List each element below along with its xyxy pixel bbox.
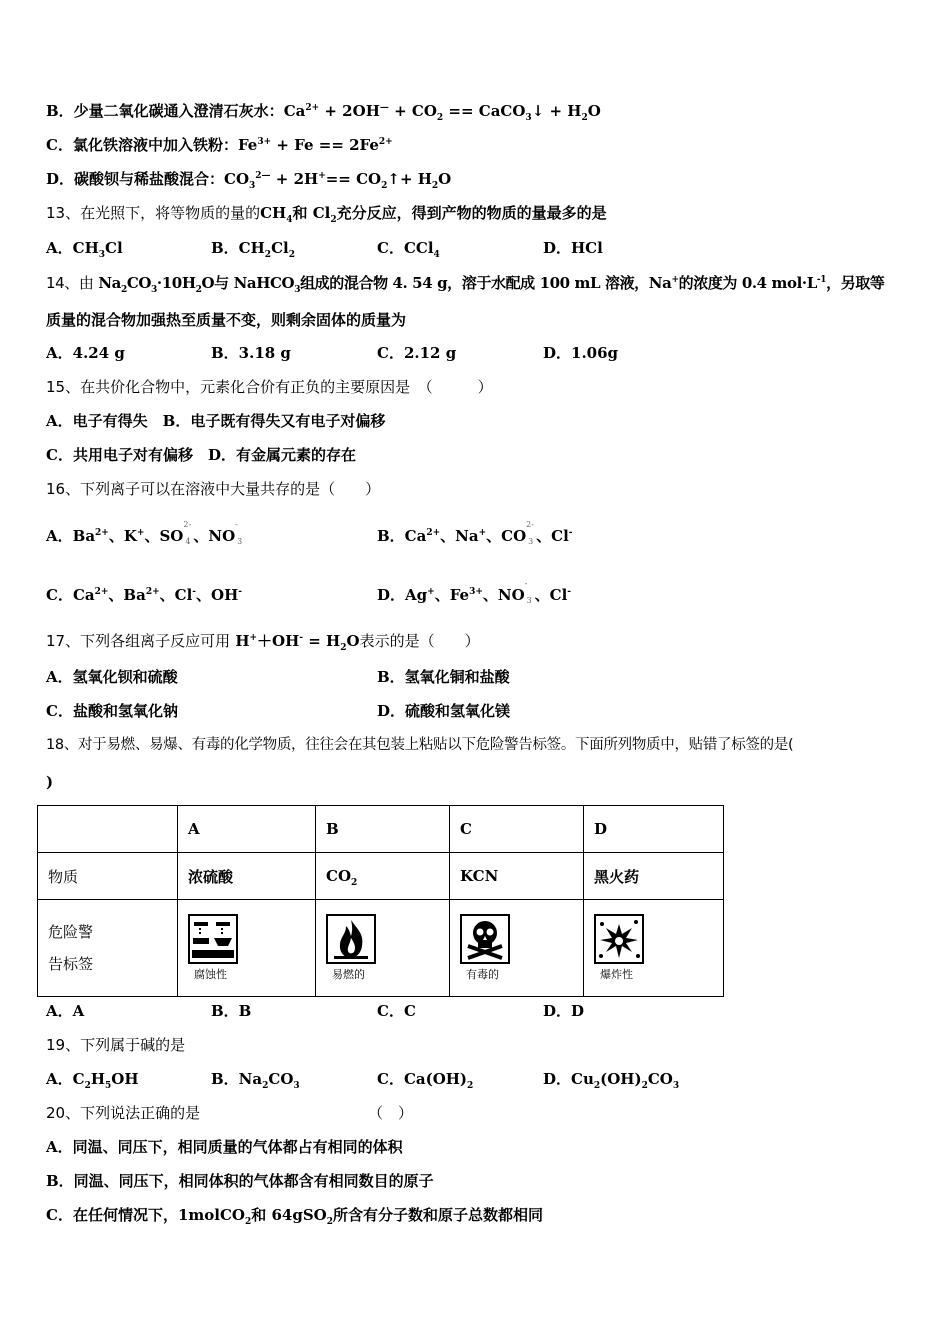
q15-stem [46,377,493,397]
formula: ·10H [156,274,196,292]
subscript: 4 [433,250,440,260]
subscript: 2 [351,878,358,888]
q18-option-a [46,1001,84,1021]
subscript: 2 [244,1217,252,1227]
question-text: 溶液， [604,274,649,292]
option-text: B．3.18 g [211,344,291,362]
formula: O [346,632,360,650]
question-text: 14、由 [46,274,94,292]
ion-charge-stack [524,579,535,606]
option-text: 、Cl [534,586,568,604]
option-text: A．C [46,1070,85,1088]
header-cell: A [188,820,200,838]
option-text: A．电子有得失 B．电子既有得失又有电子对偏移 [46,412,386,430]
subscript: 3 [672,1081,680,1091]
q14-stem-line1 [46,273,885,293]
subscript: 2 [262,1081,269,1091]
charge: + [318,171,326,181]
skull-icon-graphic [462,916,508,962]
option-text: A．4.24 g [46,344,125,362]
charge: 3+ [469,587,483,597]
subscript: 2 [326,1217,333,1227]
subscript: 3 [293,1081,300,1091]
table-cell [450,806,584,853]
option-text: C．Ca [46,586,95,604]
subscript: 3 [98,250,106,260]
subscript: 2 [436,113,444,123]
q18-option-d [543,1001,584,1021]
question-text: 17、下列各组离子反应可用 [46,632,231,650]
q19-option-a [46,1069,139,1089]
option-text: A．同温、同压下，相同质量的气体都占有相同的体积 [46,1138,403,1156]
subscript: 3 [525,113,532,123]
option-text: 、Ba [108,586,146,604]
option-text: D．Cu [543,1070,594,1088]
q13-option-d [543,238,603,258]
table-cell [38,853,178,900]
option-text: D．D [543,1002,585,1020]
formula: Na [648,274,672,292]
table-row-labels [38,900,724,997]
q14-option-c [377,343,456,363]
option-text: C．Ca(OH) [377,1070,468,1088]
subscript: 4 [185,537,191,546]
option-text: D．碳酸钡与稀盐酸混合： [46,170,225,188]
charge: + [478,528,487,538]
formula: H [230,632,250,650]
question-text: 组成的混合物 [300,274,388,292]
q15-options-cd [46,445,356,465]
charge: + [427,587,435,597]
corrosive-icon [188,914,238,964]
option-text: B．CH [211,239,265,257]
q20-stem [46,1103,200,1123]
row-label: 物质 [48,867,79,886]
option-text: 、Na [440,527,479,545]
charge: - [524,579,528,588]
subscript: 5 [105,1081,112,1091]
formula: CO [224,170,250,188]
q14-option-d [543,343,618,363]
formula: CO [126,274,152,292]
q14-option-b [211,343,291,363]
formula: CH [260,204,287,222]
ion-charge-stack [183,520,193,547]
subscript: 3 [249,181,256,191]
subscript: 2 [581,113,588,123]
corrosive-icon-graphic [190,916,236,962]
subscript: 4 [286,215,293,225]
subscript: 2 [120,285,127,295]
formula: Cl [307,204,331,222]
option-text: B．Ca [377,527,427,545]
charge: 2— [255,171,271,181]
quantity: 0.4 mol·L [737,274,817,292]
q20-option-a [46,1137,403,1157]
subscript: 3 [528,537,534,546]
q13-stem [46,203,607,223]
q19-option-c [377,1069,473,1089]
question-text: 18、对于易燃、易爆、有毒的化学物质，往往会在其包装上粘贴以下危险警告标签。下面所列物质中，贴错了标签的是( [46,737,794,753]
icon-caption: 爆炸性 [600,968,633,981]
formula: O [201,274,215,292]
charge: 2- [183,520,192,529]
subscript: 2 [593,1081,601,1091]
table-cell [584,806,724,853]
row-label: 危险警 [48,923,94,941]
formula: == CO [325,170,382,188]
subscript: 2 [641,1081,648,1091]
q16-stem [46,479,380,499]
question-text: ，另取等 [826,274,885,292]
option-text: C．氯化铁溶液中加入铁粉： [46,136,238,154]
subscript: 3 [237,537,243,546]
q18-stem [46,735,793,755]
q14-option-a [46,343,125,363]
charge: 2+ [95,528,109,538]
charge: - [238,587,243,597]
option-text: 和 [251,1206,267,1224]
charge: - [192,587,197,597]
option-text: D．硫酸和氢氧化镁 [377,702,511,720]
formula: == CaCO [443,102,526,120]
option-text: D．HCl [543,239,603,257]
subscript: 2 [431,181,439,191]
option-text: 、K [108,527,137,545]
charge: + [249,633,258,643]
table-cell [316,853,450,900]
table-cell [178,853,316,900]
q16-option-d [377,579,572,606]
formula: Fe [237,136,258,154]
option-text: 、Fe [434,586,470,604]
charge: 2- [526,520,534,529]
charge: 2+ [378,137,393,147]
subscript: 2 [467,1081,474,1091]
question-text: 16、下列离子可以在溶液中大量共存的是（ ） [46,480,381,498]
option-text: Cl [271,239,289,257]
option-text: 、NO [193,527,236,545]
option-text: H [90,1070,106,1088]
subscript: 3 [526,596,532,605]
q20-option-b [46,1171,434,1191]
substance-name: 黑火药 [594,867,640,886]
option-text: A．Ba [46,527,96,545]
charge: - [299,633,304,643]
q14-stem-line2 [46,310,406,330]
table-cell [450,853,584,900]
question-text: 15、在共价化合物中，元素化合价有正负的主要原因是 （ ） [46,378,493,396]
formula: Na [93,274,121,292]
subscript: 2 [340,643,347,653]
option-text: C．在任何情况下，1molCO [46,1206,245,1224]
formula: + CO [388,102,437,120]
charge: 2+ [426,528,441,538]
question-text: 和 [292,204,308,222]
ion-charge-stack [526,520,536,547]
formula: NaHCO [228,274,295,292]
option-text: 、Cl [159,586,193,604]
header-cell: D [594,820,608,838]
q17-option-a [46,667,178,687]
option-text: 所含有分子数和原子总数都相同 [333,1206,544,1224]
subscript: 2 [195,285,202,295]
charge: + [136,528,145,538]
option-text: A．CH [46,239,99,257]
question-text: 19、下列属于碱的是 [46,1036,186,1054]
question-text: 20、下列说法正确的是 [46,1104,201,1122]
option-text: B．B [211,1002,252,1020]
quantity: 4. 54 g [387,274,448,292]
q13-option-b [211,238,295,258]
question-text: ) [46,773,54,791]
option-text: 、CO [486,527,527,545]
subscript: 2 [330,215,337,225]
option-text: A．氢氧化钡和硫酸 [46,668,178,686]
option-text: C．盐酸和氢氧化钠 [46,702,178,720]
question-text: 表示的是（ ） [359,632,480,650]
row-label: 告标签 [48,955,94,973]
option-text: C．共用电子对有偏移 D．有金属元素的存在 [46,446,356,464]
substance-name: KCN [460,867,499,885]
option-text: B．氢氧化铜和盐酸 [377,668,510,686]
table-cell [584,900,724,997]
q16-option-a [46,520,245,547]
question-text: 13、在光照下，将等物质的量的 [46,204,261,222]
formula: + 2OH [319,102,380,120]
flame-icon-graphic [328,916,374,962]
question-text: ，溶于水配成 [447,274,535,292]
formula: + Fe == 2Fe [271,136,379,154]
quantity: 100 mL [534,274,605,292]
table-cell [450,900,584,997]
substance-name: CO [326,867,352,885]
ion-charge-stack [235,520,245,547]
icon-caption: 腐蚀性 [194,968,227,981]
option-text: C．2.12 g [377,344,457,362]
option-text: C．CCl [377,239,434,257]
option-text: A．A [46,1002,85,1020]
option-text: 64gSO [266,1206,327,1224]
table-cell [178,900,316,997]
exponent: -1 [816,275,827,285]
formula: = H [303,632,341,650]
option-text: D．Ag [377,586,428,604]
option-text: CO [647,1070,673,1088]
charge: 2+ [94,587,109,597]
subscript: 3 [151,285,157,295]
q16-option-b [377,520,573,547]
formula: O [587,102,601,120]
question-text: 充分反应，得到产物的物质的量最多的是 [336,204,607,222]
q18-option-b [211,1001,251,1021]
option-text: 、SO [144,527,184,545]
table-row-substance [38,853,724,900]
skull-icon [460,914,510,964]
q13-option-c [377,238,440,258]
q17-option-d [377,701,510,721]
option-text: Cl [105,239,123,257]
header-cell: B [326,820,339,838]
subscript: 3 [294,285,301,295]
q17-stem [46,631,480,651]
q20-option-c [46,1205,543,1225]
table-cell [584,853,724,900]
header-cell: C [460,820,472,838]
subscript: 2 [288,250,295,260]
table-cell [316,806,450,853]
q12-option-c [46,135,393,155]
charge: 3+ [257,137,272,147]
explosion-icon [594,914,644,964]
option-text: B．Na [211,1070,263,1088]
charge: - [568,528,573,538]
q16-option-c [46,585,242,605]
explosion-icon-graphic [596,916,642,962]
option-text: B．同温、同压下，相同体积的气体都含有相同数目的原子 [46,1172,434,1190]
table-header-row [38,806,724,853]
question-text: 的浓度为 [678,274,737,292]
q19-stem [46,1035,185,1055]
icon-caption: 有毒的 [466,968,499,981]
substance-name: 浓硫酸 [188,867,234,886]
answer-blank: （ ） [368,1104,414,1122]
option-text: C．C [377,1002,416,1020]
q17-option-b [377,667,510,687]
table-cell [38,900,178,997]
option-text: CO [268,1070,294,1088]
flame-icon [326,914,376,964]
q20-answer-paren [368,1103,413,1123]
option-text: OH [111,1070,139,1088]
hazard-label-table [37,805,724,997]
option-text: 、NO [482,586,525,604]
q12-option-b [46,101,601,121]
option-text: B．少量二氧化碳通入澄清石灰水： [46,102,284,120]
q15-options-ab [46,411,385,431]
formula: O [438,170,452,188]
q13-option-a [46,238,123,258]
option-text: 、OH [196,586,239,604]
option-text: (OH) [600,1070,642,1088]
q19-option-b [211,1069,300,1089]
q19-option-d [543,1069,679,1089]
q18-option-c [377,1001,416,1021]
option-text: 、Cl [536,527,569,545]
q17-option-c [46,701,178,721]
formula: ＋OH [257,632,300,650]
formula: + 2H [270,170,319,188]
charge: — [379,103,389,113]
q18-stem-cont [46,772,53,792]
icon-caption: 易燃的 [332,968,365,981]
option-text: D．1.06g [543,344,619,362]
formula: Ca [283,102,306,120]
charge: - [567,587,572,597]
formula: ↓ + H [531,102,582,120]
formula: ↑+ H [387,170,432,188]
subscript: 2 [84,1081,91,1091]
table-cell [178,806,316,853]
charge: + [671,275,679,285]
subscript: 2 [264,250,272,260]
subscript: 2 [381,181,388,191]
table-cell [316,900,450,997]
question-text: 与 [214,274,229,292]
charge: 2+ [145,587,160,597]
q12-option-d [46,169,451,189]
table-cell [38,806,178,853]
charge: - [235,520,238,529]
charge: 2+ [305,103,320,113]
question-text: 质量的混合物加强热至质量不变，则剩余固体的质量为 [46,311,407,329]
